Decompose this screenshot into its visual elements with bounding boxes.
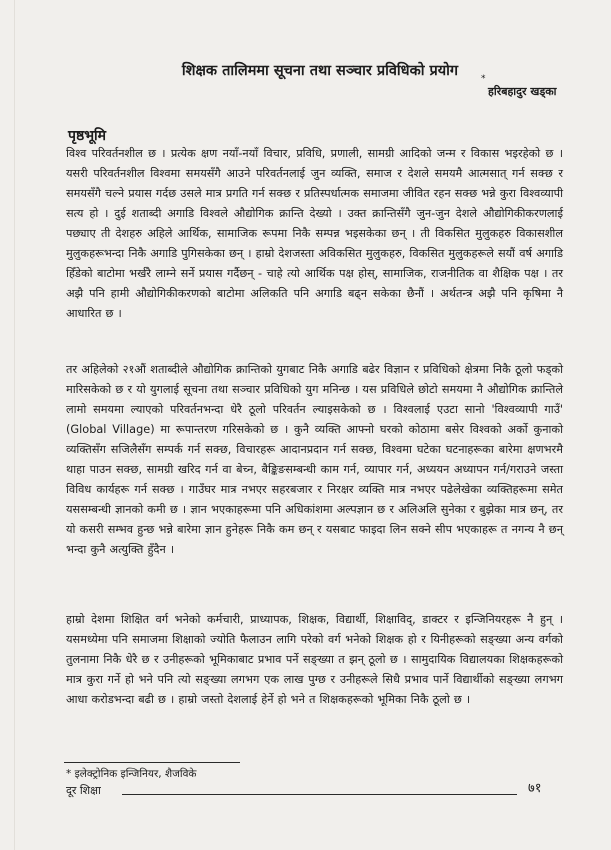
- section-heading: पृष्ठभूमि: [68, 128, 107, 144]
- page-number: ७१: [528, 781, 542, 796]
- footer-divider: [122, 794, 517, 795]
- paragraph-3: हाम्रो देशमा शिक्षित वर्ग भनेको कर्मचारी, प्राध्यापक, शिक्षक, विद्यार्थी, शिक्षाविद्, डाक्टर र इन्जिनियरहरू नै हुन् । यसमध्येमा पनि समाजमा शिक्षाको ज्योति फैलाउन लागि परेको वर्ग भनेको शिक्षक हो र यिनीहरूको सङ्ख्या अन्य वर्गको तुलनामा निकै धेरै छ र उनीहरूको भूमिकाबाट प्रभाव पर्ने सङ्ख्या त झन् ठूलो छ । सामुदायिक विद्यालयका शिक्षकहरूको मात्र कुरा गर्ने हो भने पनि त्यो सङ्ख्या लगभग एक लाख पुग्छ र उनीहरूले सिधै प्रभाव पार्ने विद्यार्थीको सङ्ख्या लगभग आधा करोडभन्दा बढी छ । हाम्रो जस्तो देशलाई हेर्ने हो भने त शिक्षकहरूको भूमिका निकै ठूलो छ ।: [66, 613, 563, 706]
- paragraph-1: विश्व परिवर्तनशील छ । प्रत्येक क्षण नयाँ-नयाँ विचार, प्रविधि, प्रणाली, सामग्री आदिको जन्म र विकास भइरहेको छ । यसरी परिवर्तनशील विश्वमा समयसँगै आउने परिवर्तनलाई जुन व्यक्ति, समाज र देशले समयमै आत्मसात् गर्न सक्छ र समयसँगै चल्ने प्रयास गर्दछ उसले मात्र प्रगति गर्न सक्छ र प्रतिस्पर्धात्मक समाजमा जीवित रहन सक्छ भन्ने कुरा विश्वव्यापी सत्य हो । दुई शताब्दी अगाडि विश्वले औद्योगिक क्रान्ति देख्यो । उक्त क्रान्तिसँगै जुन-जुन देशले औद्योगिकीकरणलाई पछ्याए ती देशहरु अहिले आर्थिक, सामाजिक रूपमा निकै सम्पन्न भइसकेका छन् । ती विकसित मुलुकहरु विकासशील मुलुकहरूभन्दा निकै अगाडि पुगिसकेका छन् । हाम्रो देशजस्ता अविकसित मुलुकहरु, विकसित मुलुकहरूले सयौं वर्ष अगाडि हिँडेको बाटोमा भर्खरै लाम्ने सर्ने प्रयास गर्दैछन् - चाहे त्यो आर्थिक पक्ष होस्, सामाजिक, राजनीतिक वा शैक्षिक पक्ष । तर अझै पनि हामी औद्योगिकीकरणको बाटोमा अलिकति पनि अगाडि बढ्न सकेका छैनौं । अर्थतन्त्र अझै पनि कृषिमा नै आधारित छ ।: [66, 147, 563, 320]
- footer-publication: दूर शिक्षा: [66, 784, 101, 797]
- author-footnote-marker: *: [481, 74, 486, 84]
- footnote: * इलेक्ट्रोनिक इन्जिनियर, शैजविके: [66, 768, 197, 780]
- page-edge: [14, 0, 15, 850]
- article-title: शिक्षक तालिममा सूचना तथा सञ्चार प्रविधिको प्रयोग: [181, 63, 459, 79]
- author-name: हरिबहादुर खड्का: [488, 85, 557, 98]
- footnote-divider: [64, 762, 240, 763]
- paragraph-2: तर अहिलेको २१औं शताब्दीले औद्योगिक क्रान्तिको युगबाट निकै अगाडि बढेर विज्ञान र प्रविधिको क्षेत्रमा निकै ठूलो फड्को मारिसकेको छ र यो युगलाई सूचना तथा सञ्चार प्रविधिको युग मनिन्छ । यस प्रविधिले छोटो समयमा नै औद्योगिक क्रान्तिले लामो समयमा ल्याएको परिवर्तनभन्दा धेरै ठूलो परिवर्तन ल्याइसकेको छ । विश्वलाई एउटा सानो 'विश्वव्यापी गाउँ' (Global Village) मा रूपान्तरण गरिसकेको छ । कुनै व्यक्ति आफ्नो घरको कोठामा बसेर विश्वको अर्को कुनाको व्यक्तिसँग सजिलैसँग सम्पर्क गर्न सक्छ, विचारहरू आदानप्रदान गर्न सक्छ, विश्वमा घटेका घटनाहरूका बारेमा क्षणभरमै थाहा पाउन सक्छ, सामग्री खरिद गर्न वा बेच्न, बैङ्किङसम्बन्धी काम गर्न, व्यापार गर्न, अध्ययन अध्यापन गर्न/गराउने जस्ता विविध कार्यहरू गर्न सक्छ । गाउँघर मात्र नभएर सहरबजार र निरक्षर व्यक्ति मात्र नभएर पढेलेखेका व्यक्तिहरूमा समेत यससम्बन्धी ज्ञानको कमी छ । ज्ञान भएकाहरूमा पनि अधिकांशमा अल्पज्ञान छ र अलिअलि सुनेका र बुझेका मात्र छन्, तर यो कसरी सम्भव हुन्छ भन्ने बारेमा ज्ञान हुनेहरू निकै कम छन् र यसबाट फाइदा लिन सक्ने सीप भएकाहरू त नगन्य नै छन् भन्दा कुनै अत्युक्ति हुँदैन ।: [66, 363, 563, 556]
